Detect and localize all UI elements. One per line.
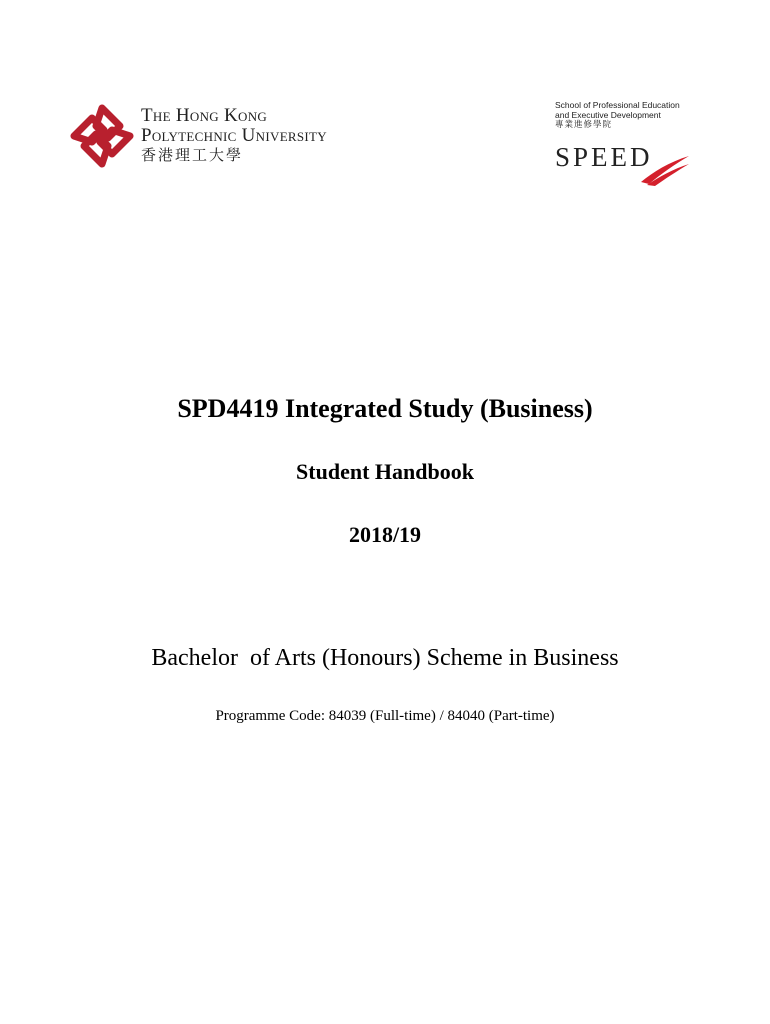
scheme-name: Bachelor of Arts (Honours) Scheme in Business (151, 645, 619, 671)
handbook-title: Student Handbook (296, 459, 474, 484)
speed-logo (555, 100, 705, 190)
course-title: SPD4419 Integrated Study (Business) (177, 394, 593, 423)
academic-year: 2018/19 (348, 522, 422, 547)
polyu-name-chinese: 香港理工大學 (141, 146, 244, 164)
speed-school-name-line2: and Executive Development (555, 110, 661, 120)
speed-swoosh-icon (639, 152, 691, 186)
polyu-name-english-line1: The Hong Kong (141, 105, 268, 126)
polyu-emblem-icon (68, 102, 136, 170)
speed-school-name-line1: School of Professional Education (555, 100, 680, 110)
speed-wordmark: SPEED (555, 142, 653, 172)
polyu-logo (68, 100, 418, 172)
speed-school-name-chinese: 專業進修學院 (555, 120, 613, 130)
polyu-name-english-line2: Polytechnic University (141, 125, 327, 146)
programme-code: Programme Code: 84039 (Full-time) / 84040 (Part-time) (215, 708, 555, 724)
